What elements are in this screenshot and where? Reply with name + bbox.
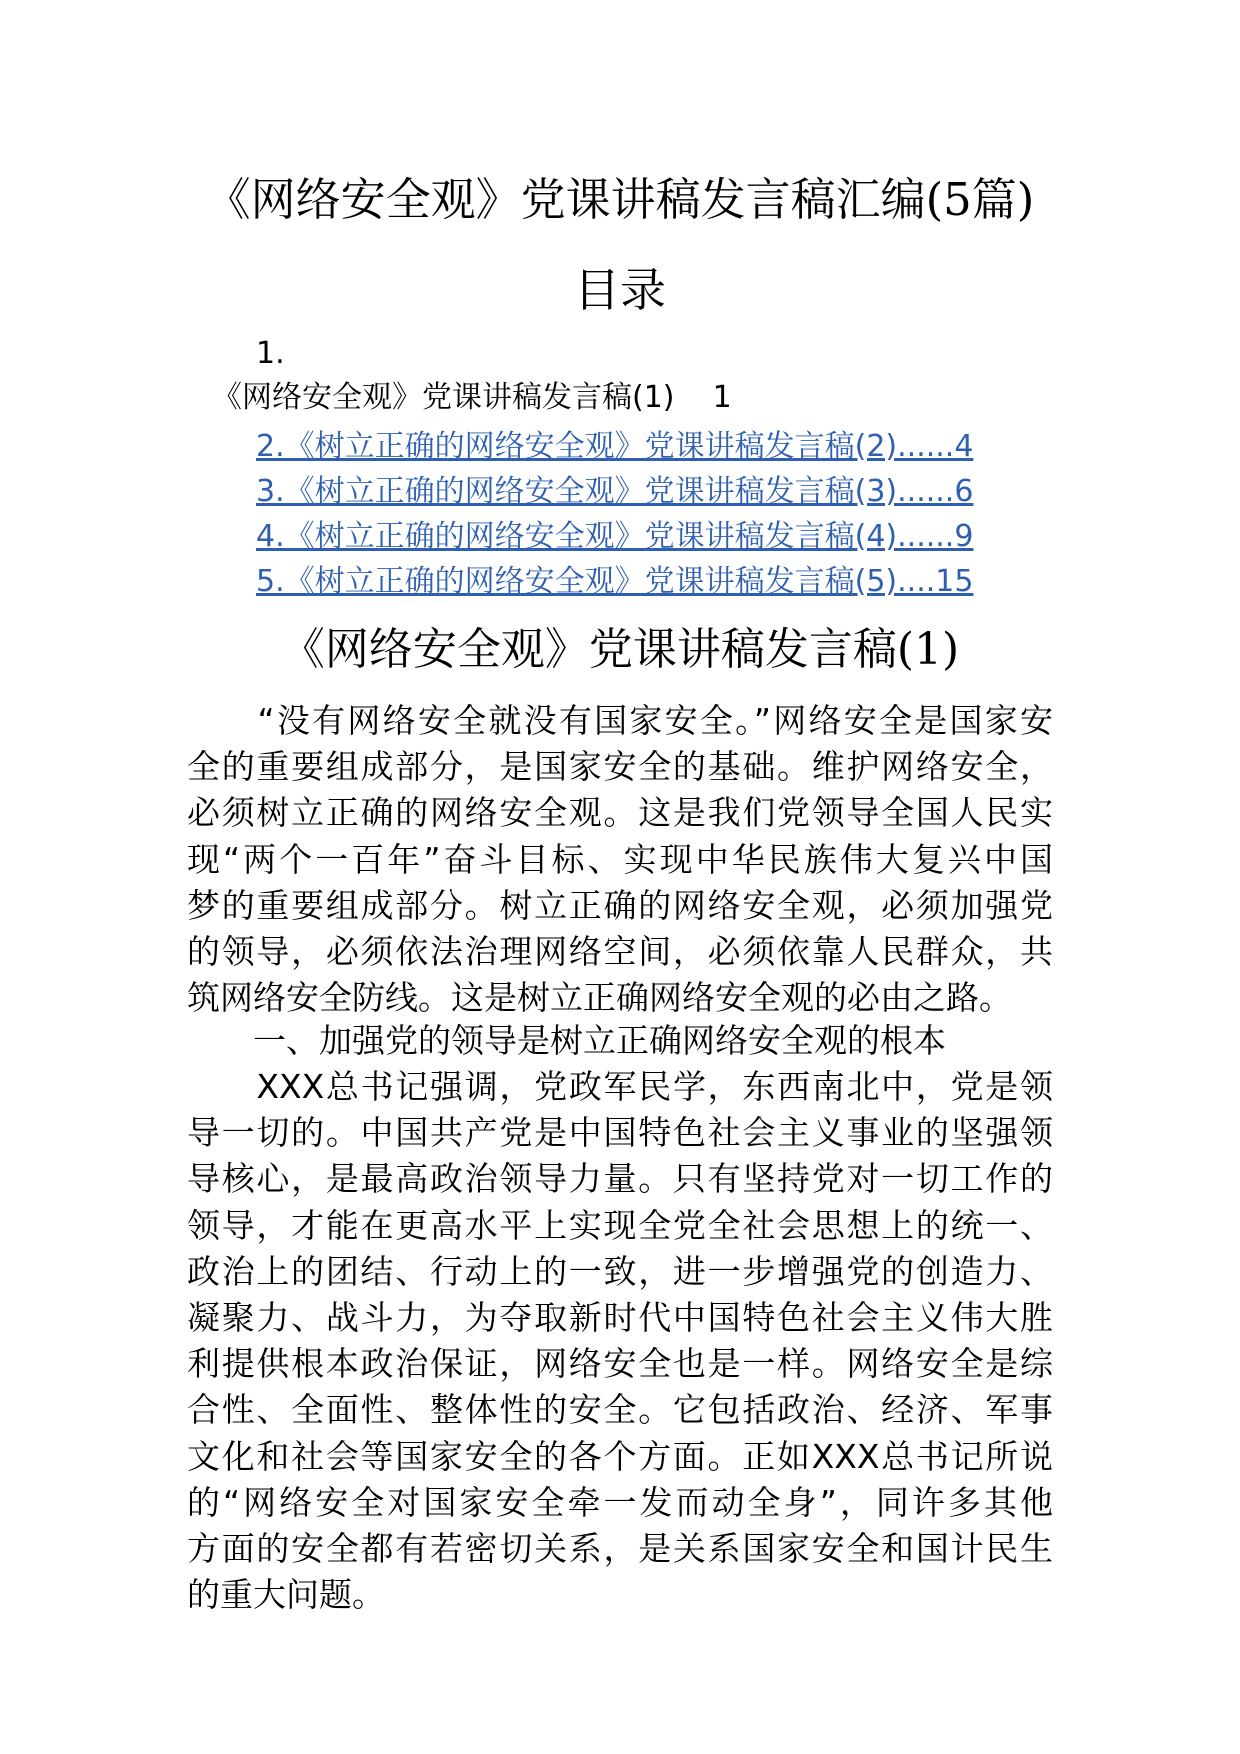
- paragraph-line: “没有网络安全就没有国家安全。”网络安全是国家安: [187, 701, 1053, 740]
- document-title-main: 《网络安全观》党课讲稿发言稿汇编: [205, 173, 926, 226]
- paragraph-line: 文化和社会等国家安全的各个方面。正如XXX总书记所说: [187, 1436, 1053, 1476]
- paragraph-line: 的“网络安全对国家安全牵一发而动全身”，同许多其他: [187, 1482, 1053, 1522]
- paragraph-line: 必须树立正确的网络安全观。这是我们党领导全国人民实: [187, 793, 1053, 833]
- section-heading-text: 一、加强党的领导是树立正确网络安全观的根本: [187, 1021, 946, 1060]
- toc-link-3[interactable]: 3.《树立正确的网络安全观》党课讲稿发言稿(3)......6: [256, 474, 974, 509]
- paragraph-line: XXX总书记强调，党政军民学，东西南北中，党是领: [187, 1067, 1053, 1106]
- paragraph-line: 利提供根本政治保证，网络安全也是一样。网络安全是综: [187, 1344, 1053, 1384]
- paragraph-line: 筑网络安全防线。这是树立正确网络安全观的必由之路。: [187, 978, 1012, 1018]
- paragraph-line: 凝聚力、战斗力，为夺取新时代中国特色社会主义伟大胜: [187, 1298, 1053, 1338]
- section-heading-1: [187, 1018, 1053, 1064]
- paragraph-line: 政治上的团结、行动上的一致，进一步增强党的创造力、: [187, 1251, 1053, 1291]
- paragraph-line: 合性、全面性、整体性的安全。它包括政治、经济、军事: [187, 1390, 1053, 1430]
- paragraph-line: 现“两个一百年”奋斗目标、实现中华民族伟大复兴中国: [187, 839, 1053, 879]
- body-paragraph-2: [187, 1064, 1053, 1618]
- paragraph-line: 的领导，必须依法治理网络空间，必须依靠人民群众，共: [187, 932, 1053, 972]
- toc-heading: 目录: [574, 263, 666, 317]
- paragraph-line: 方面的安全都有若密切关系，是关系国家安全和国计民生: [187, 1529, 1053, 1569]
- paragraph-line: 梦的重要组成部分。树立正确的网络安全观，必须加强党: [187, 885, 1053, 925]
- section-title-main: 《网络安全观》党课讲稿发言稿: [280, 624, 897, 675]
- toc-link-5[interactable]: 5.《树立正确的网络安全观》党课讲稿发言稿(5)....15: [256, 564, 974, 599]
- document-title-suffix: (5篇): [925, 173, 1035, 226]
- paragraph-line: 的重大问题。: [187, 1575, 385, 1615]
- toc-item-1[interactable]: 《网络安全观》党课讲稿发言稿(1) 1: [212, 380, 732, 415]
- paragraph-line: 全的重要组成部分，是国家安全的基础。维护网络安全，: [187, 747, 1053, 787]
- paragraph-line: 领导，才能在更高水平上实现全党全社会思想上的统一、: [187, 1205, 1053, 1245]
- toc-item-1-number: 1.: [256, 336, 285, 371]
- document-title: [0, 172, 1240, 228]
- toc-link-2[interactable]: 2.《树立正确的网络安全观》党课讲稿发言稿(2)......4: [256, 429, 974, 464]
- section-title: [0, 622, 1240, 678]
- paragraph-line: 导核心，是最高政治领导力量。只有坚持党对一切工作的: [187, 1159, 1053, 1199]
- body-paragraph-1: [187, 698, 1053, 1021]
- paragraph-line: 导一切的。中国共产党是中国特色社会主义事业的坚强领: [187, 1113, 1053, 1153]
- toc-link-4[interactable]: 4.《树立正确的网络安全观》党课讲稿发言稿(4)......9: [256, 519, 974, 554]
- section-title-suffix: (1): [896, 624, 960, 675]
